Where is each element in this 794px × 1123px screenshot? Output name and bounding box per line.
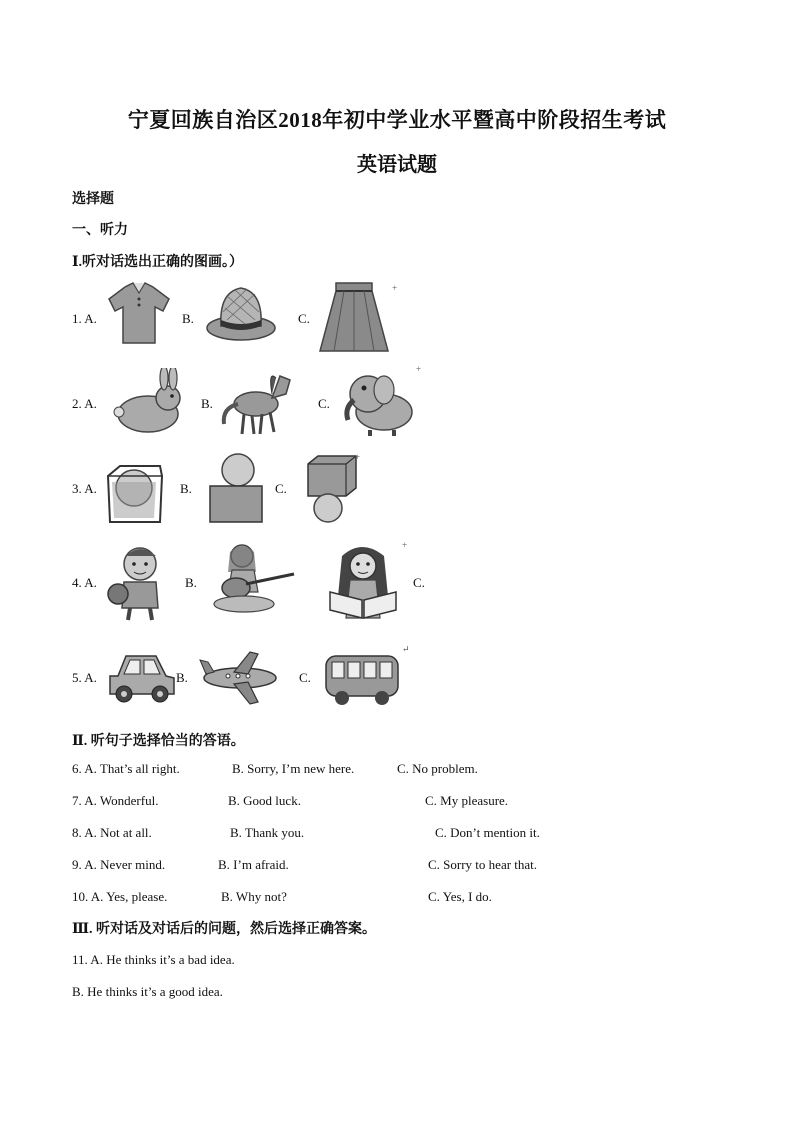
- ball-in-box-picture[interactable]: [104, 458, 166, 526]
- bus-picture[interactable]: [322, 650, 402, 708]
- q9-option-a[interactable]: 9. A. Never mind.: [72, 857, 166, 872]
- q3-label: 3. A.: [72, 481, 97, 496]
- skirt-picture[interactable]: [318, 279, 390, 355]
- girl-guitar-picture[interactable]: [206, 542, 298, 614]
- part1-heading: Ⅰ.听对话选出正确的图画。）: [72, 255, 244, 270]
- q7-option-b[interactable]: B. Good luck.: [228, 793, 301, 808]
- section-choice-heading: 选择题: [72, 192, 114, 207]
- q3-c-label: C.: [275, 481, 287, 496]
- exam-subtitle: 英语试题: [357, 154, 437, 176]
- q8-option-c[interactable]: C. Don’t mention it.: [435, 825, 540, 840]
- q1-c-label: C.: [298, 311, 310, 326]
- polo-shirt-picture[interactable]: [105, 279, 173, 347]
- part2-heading: Ⅱ. 听句子选择恰当的答语。: [72, 734, 245, 749]
- q1-b-label: B.: [182, 311, 194, 326]
- q10-option-c[interactable]: C. Yes, I do.: [428, 889, 492, 904]
- q5-b-label: B.: [176, 670, 188, 685]
- car-picture[interactable]: [104, 646, 180, 706]
- q4-b-label: B.: [185, 575, 197, 590]
- q8-option-a[interactable]: 8. A. Not at all.: [72, 825, 152, 840]
- q2-b-label: B.: [201, 396, 213, 411]
- decorative-mark: ↵: [402, 644, 410, 654]
- straw-hat-picture[interactable]: [205, 282, 277, 344]
- q4-c-label: C.: [413, 575, 425, 590]
- q5-c-label: C.: [299, 670, 311, 685]
- q9-option-b[interactable]: B. I’m afraid.: [218, 857, 289, 872]
- q6-option-c[interactable]: C. No problem.: [397, 761, 478, 776]
- decorative-mark: +: [416, 364, 422, 374]
- q8-option-b[interactable]: B. Thank you.: [230, 825, 305, 840]
- ball-on-box-picture[interactable]: [204, 452, 268, 524]
- box-on-ball-picture[interactable]: [302, 452, 360, 524]
- q6-option-b[interactable]: B. Sorry, I’m new here.: [232, 761, 355, 776]
- plane-picture[interactable]: [198, 648, 280, 706]
- q7-option-a[interactable]: 7. A. Wonderful.: [72, 793, 159, 808]
- decorative-mark: +: [392, 283, 398, 293]
- q2-c-label: C.: [318, 396, 330, 411]
- exam-title: 宁夏回族自治区2018年初中学业水平暨高中阶段招生考试: [127, 108, 667, 132]
- q5-label: 5. A.: [72, 670, 97, 685]
- q9-option-c[interactable]: C. Sorry to hear that.: [428, 857, 538, 872]
- boy-basketball-picture[interactable]: [104, 542, 172, 622]
- q10-option-b[interactable]: B. Why not?: [221, 889, 287, 904]
- q10-option-a[interactable]: 10. A. Yes, please.: [72, 889, 168, 904]
- elephant-picture[interactable]: [340, 364, 420, 438]
- decorative-mark: +: [402, 540, 408, 550]
- girl-reading-picture[interactable]: [322, 542, 404, 622]
- q11-option-a[interactable]: 11. A. He thinks it’s a bad idea.: [72, 952, 235, 967]
- q1-label: 1. A.: [72, 311, 97, 326]
- decorative-mark: +: [355, 452, 361, 462]
- section-listening-heading: 一、听力: [72, 223, 128, 238]
- horse-picture[interactable]: [216, 364, 296, 438]
- q4-label: 4. A.: [72, 575, 97, 590]
- q11-option-b[interactable]: B. He thinks it’s a good idea.: [72, 984, 223, 999]
- q6-option-a[interactable]: 6. A. That’s all right.: [72, 761, 180, 776]
- q3-b-label: B.: [180, 481, 192, 496]
- rabbit-picture[interactable]: [108, 368, 188, 436]
- q7-option-c[interactable]: C. My pleasure.: [425, 793, 509, 808]
- part3-heading: Ⅲ. 听对话及对话后的问题，然后选择正确答案。: [72, 922, 377, 937]
- q2-label: 2. A.: [72, 396, 97, 411]
